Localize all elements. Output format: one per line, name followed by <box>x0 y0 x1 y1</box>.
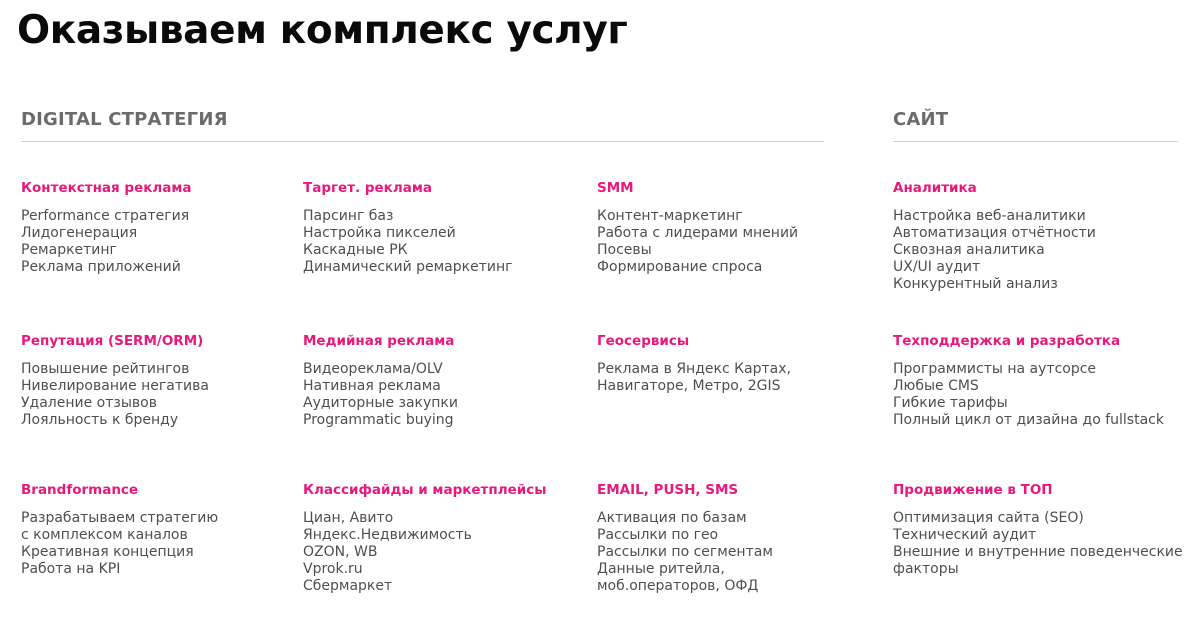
service-item: Удаление отзывов <box>21 395 157 411</box>
service-item: Гибкие тарифы <box>893 395 1008 411</box>
service-block <box>21 333 301 429</box>
service-item: Лидогенерация <box>21 225 138 241</box>
service-block <box>303 333 583 429</box>
service-item: Циан, Авито <box>303 510 394 526</box>
service-block <box>893 482 1183 578</box>
service-block-title: Медийная реклама <box>303 333 455 349</box>
service-item: Посевы <box>597 242 652 258</box>
service-item: Динамический ремаркетинг <box>303 259 513 275</box>
service-item: Активация по базам <box>597 510 747 526</box>
service-item: Реклама приложений <box>21 259 181 275</box>
service-item: Сбермаркет <box>303 578 393 594</box>
service-item: Полный цикл от дизайна до fullstack <box>893 412 1164 428</box>
page-title: Оказываем комплекс услуг <box>17 8 628 53</box>
service-block-title: Продвижение в ТОП <box>893 482 1053 498</box>
service-item: Формирование спроса <box>597 259 763 275</box>
service-item: Программисты на аутсорсе <box>893 361 1097 377</box>
service-item: моб.операторов, ОФД <box>597 578 759 594</box>
service-item: Автоматизация отчётности <box>893 225 1096 241</box>
service-item: Каскадные РК <box>303 242 408 258</box>
service-item: Рассылки по гео <box>597 527 719 543</box>
service-item: Контент-маркетинг <box>597 208 743 224</box>
service-item: Разрабатываем стратегию <box>21 510 219 526</box>
service-block <box>21 482 301 578</box>
service-item: с комплексом каналов <box>21 527 188 543</box>
service-block <box>597 180 877 276</box>
service-item: OZON, WB <box>303 544 378 560</box>
service-block-title: EMAIL, PUSH, SMS <box>597 482 739 498</box>
service-item: Сквозная аналитика <box>893 242 1045 258</box>
service-item: Видеореклама/OLV <box>303 361 443 377</box>
service-item: Яндекс.Недвижимость <box>303 527 472 543</box>
service-block-title: Репутация (SERM/ORM) <box>21 333 204 349</box>
service-item-list <box>597 510 877 595</box>
service-item: Работа на KPI <box>21 561 121 577</box>
service-item: Данные ритейла, <box>597 561 725 577</box>
service-block <box>21 180 301 276</box>
service-item: Любые CMS <box>893 378 979 394</box>
service-block-title: Геосервисы <box>597 333 690 349</box>
service-item: Нивелирование негатива <box>21 378 209 394</box>
service-item: Vprok.ru <box>303 561 363 577</box>
service-block <box>893 333 1173 429</box>
service-item-list <box>893 361 1173 429</box>
service-item: Креативная концепция <box>21 544 194 560</box>
service-item: факторы <box>893 561 959 577</box>
service-block <box>597 333 877 395</box>
service-item: Оптимизация сайта (SEO) <box>893 510 1084 526</box>
service-item-list <box>893 510 1183 578</box>
service-block-title: Brandformance <box>21 482 139 498</box>
service-item: Повышение рейтингов <box>21 361 190 377</box>
service-block-title: Классифайды и маркетплейсы <box>303 482 547 498</box>
service-item: Performance стратегия <box>21 208 190 224</box>
section-divider-site <box>893 141 1178 142</box>
service-block-title: SMM <box>597 180 634 196</box>
service-block-title: Контекстная реклама <box>21 180 192 196</box>
service-item: Навигаторе, Метро, 2GIS <box>597 378 781 394</box>
service-item: Технический аудит <box>893 527 1037 543</box>
service-block-title: Таргет. реклама <box>303 180 432 196</box>
service-item: Парсинг баз <box>303 208 394 224</box>
service-item: UX/UI аудит <box>893 259 981 275</box>
service-item: Ремаркетинг <box>21 242 117 258</box>
service-block <box>303 482 583 595</box>
service-item: Реклама в Яндекс Картах, <box>597 361 791 377</box>
section-heading-site: САЙТ <box>893 109 949 130</box>
service-block <box>893 180 1173 293</box>
service-item-list <box>21 208 301 276</box>
section-heading-digital-strategy: DIGITAL СТРАТЕГИЯ <box>21 109 228 130</box>
service-block <box>303 180 583 276</box>
service-item: Programmatic buying <box>303 412 454 428</box>
service-block-title: Аналитика <box>893 180 977 196</box>
service-item: Аудиторные закупки <box>303 395 458 411</box>
service-item-list <box>303 510 583 595</box>
service-item: Лояльность к бренду <box>21 412 179 428</box>
service-item-list <box>893 208 1173 293</box>
service-item: Настройка пикселей <box>303 225 456 241</box>
service-item: Нативная реклама <box>303 378 441 394</box>
service-item: Рассылки по сегментам <box>597 544 773 560</box>
section-divider-digital-strategy <box>21 141 824 142</box>
service-item-list <box>21 361 301 429</box>
service-item-list <box>21 510 301 578</box>
service-item: Конкурентный анализ <box>893 276 1058 292</box>
service-item-list <box>303 208 583 276</box>
service-item-list <box>303 361 583 429</box>
service-block <box>597 482 877 595</box>
service-block-title: Техподдержка и разработка <box>893 333 1121 349</box>
service-item-list <box>597 208 877 276</box>
service-item: Внешние и внутренние поведенческие <box>893 544 1183 560</box>
service-item: Настройка веб-аналитики <box>893 208 1086 224</box>
service-item: Работа с лидерами мнений <box>597 225 799 241</box>
service-item-list <box>597 361 877 395</box>
